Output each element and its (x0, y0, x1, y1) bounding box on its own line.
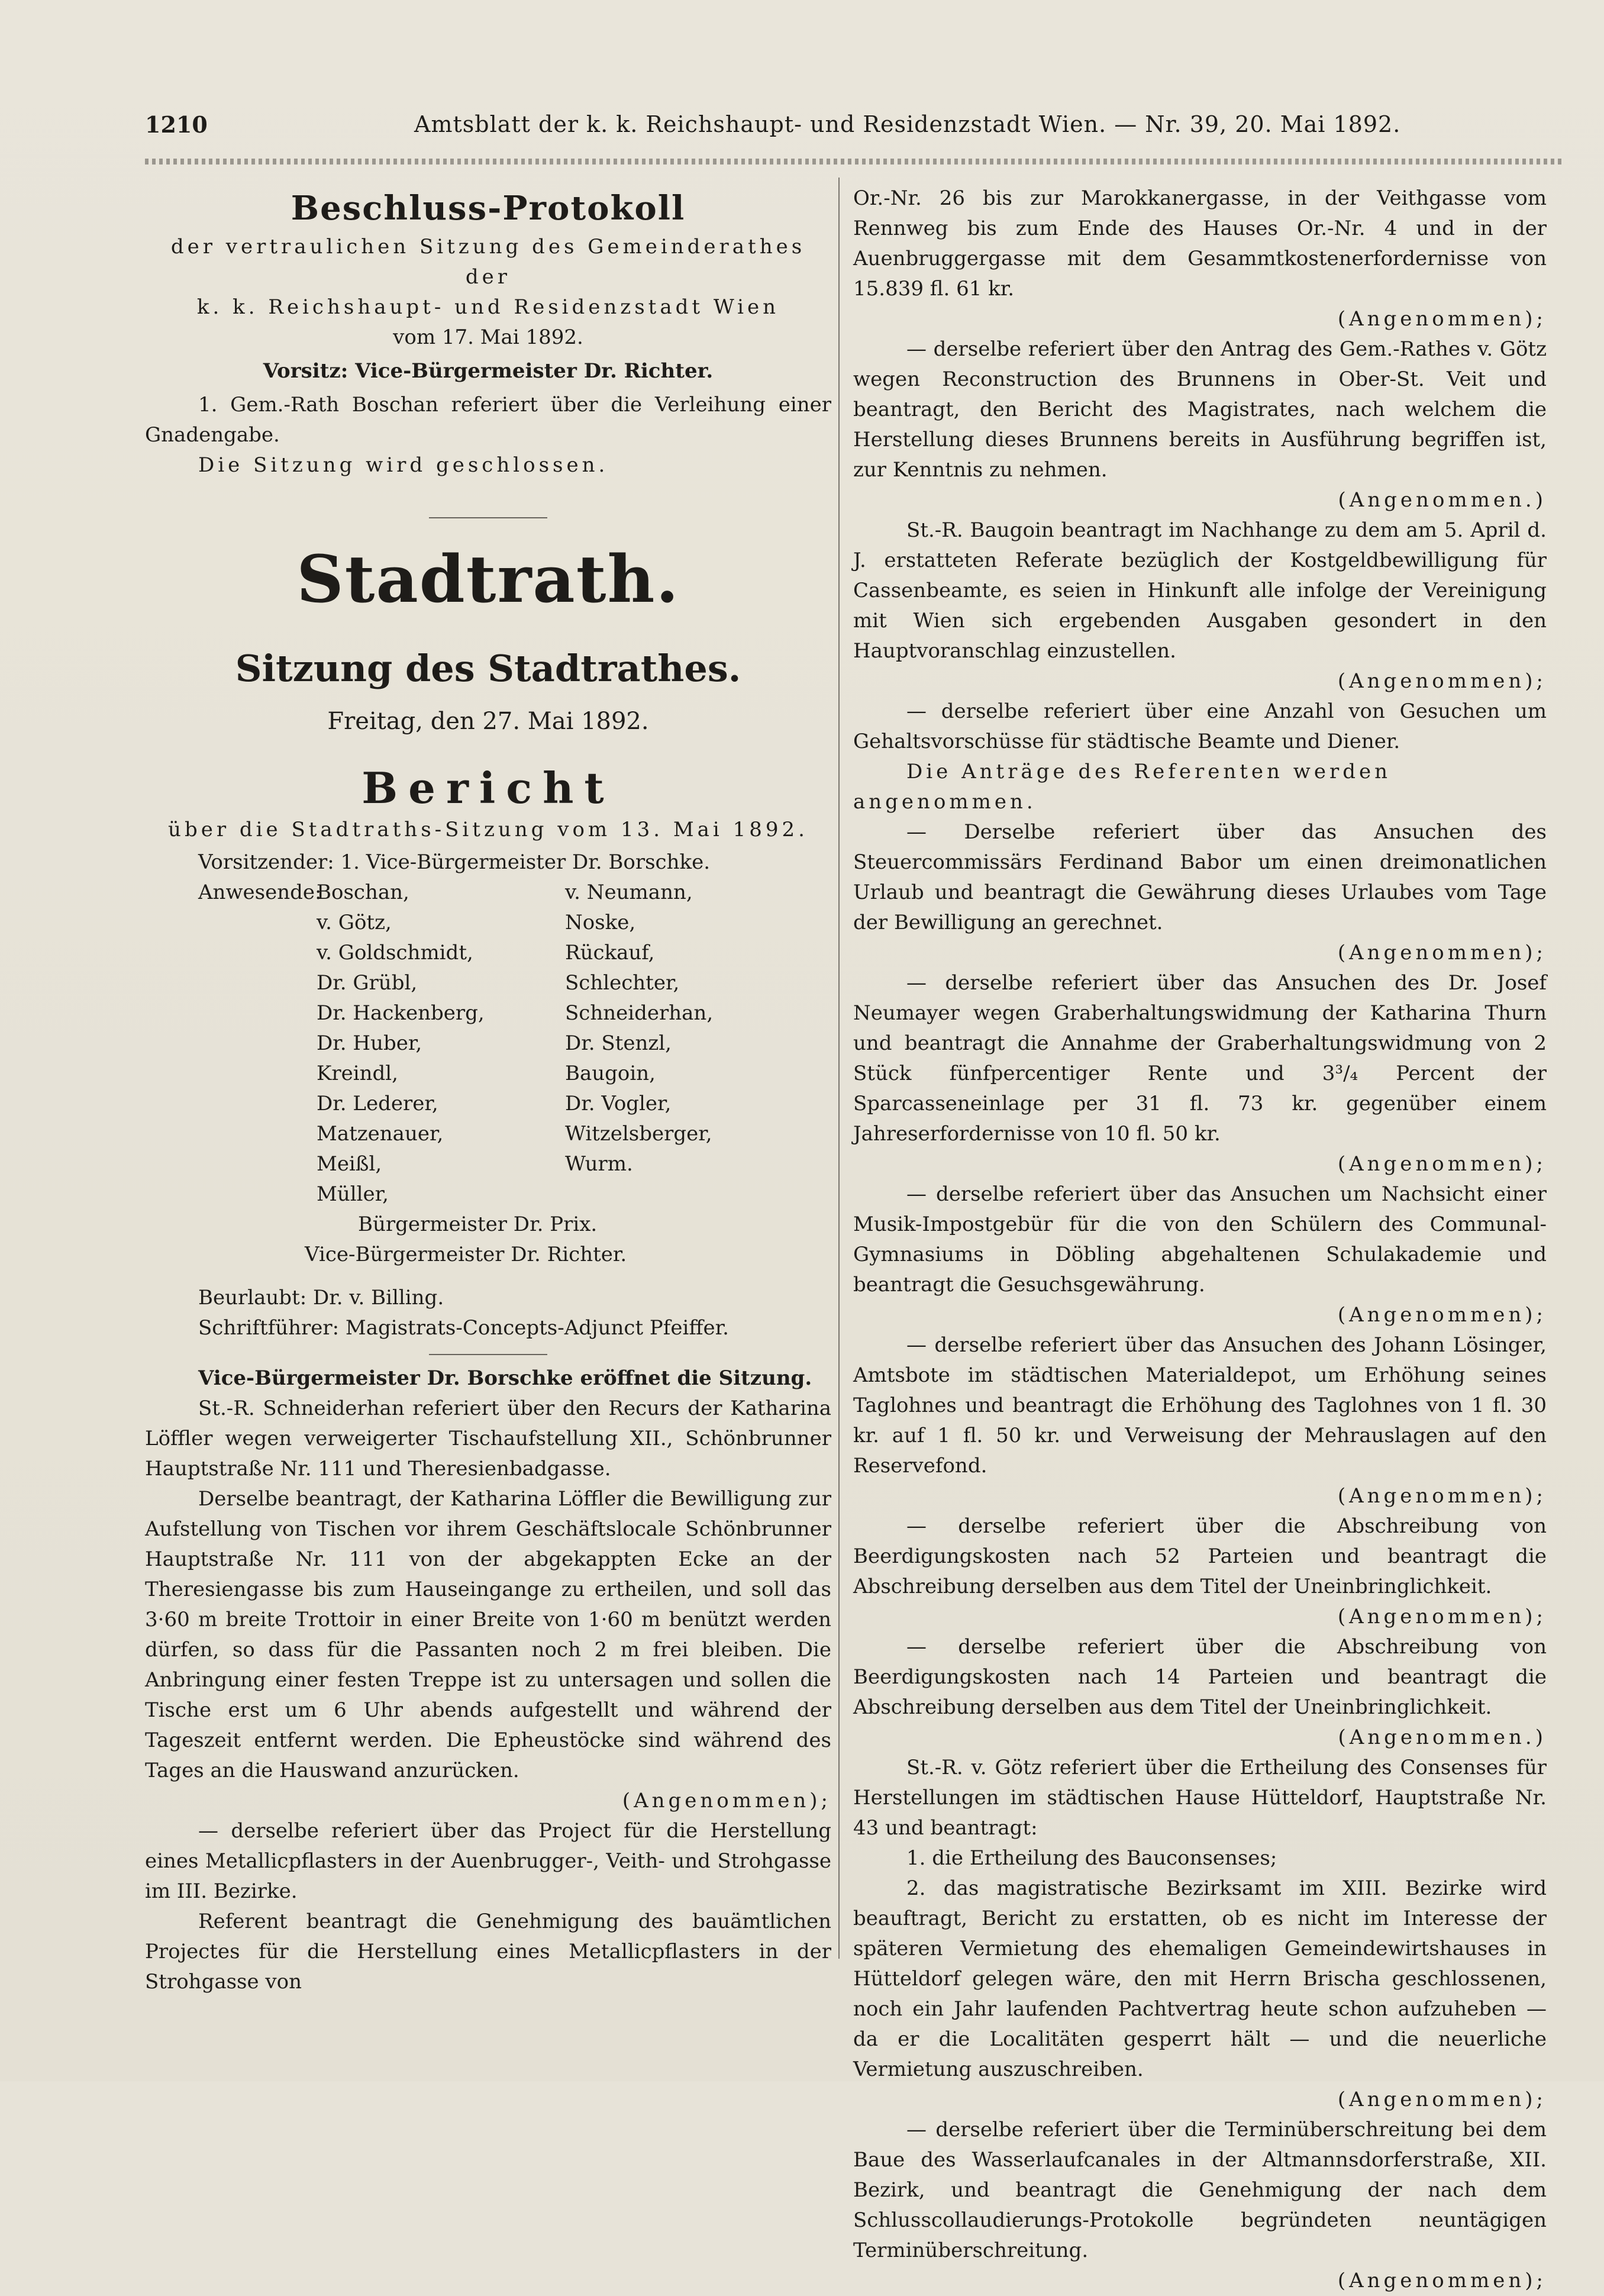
paragraph: Referent beantragt die Genehmigung des bauämtlichen Projectes für die Herstellung eines Metallicpflasters in der Strohgasse von (145, 1910, 831, 1994)
attendee: Schlechter, (565, 971, 680, 995)
vorsitzender: Vorsitzender: 1. Vice-Bürgermeister Dr. Borschke. (198, 850, 711, 874)
paragraph: — derselbe referiert über die Abschreibung von Beerdigungskosten nach 52 Parteien und beantragt die Abschreibung derselben aus dem Titel der Uneinbringlichkeit. (853, 1514, 1547, 1598)
attendees-col2 (565, 878, 825, 1210)
header-rule (145, 159, 1565, 165)
angenommen: (Angenommen); (1337, 307, 1547, 331)
angenommen: (Angenommen.) (1338, 488, 1547, 512)
paragraph: Or.-Nr. 26 bis zur Marokkanergasse, in der Veithgasse vom Rennweg bis zum Ende des Hauses Or.-Nr. 4 und in der Auenbruggergasse mit dem Gesammtkostenerfordernisse von 15.839 fl. 61 kr. (853, 186, 1547, 301)
attendee: Dr. Huber, (317, 1031, 422, 1055)
attendee: Meißl, (317, 1152, 382, 1176)
attendee: v. Götz, (317, 911, 392, 934)
sitzung-title: Sitzung des Stadtrathes. (235, 647, 741, 690)
schriftfuehrer: Schriftführer: Magistrats-Concepts-Adjunct Pfeiffer. (198, 1316, 729, 1340)
beschluss-closed: Die Sitzung wird geschlossen. (198, 453, 609, 477)
paragraph: — derselbe referiert über die Terminüberschreitung bei dem Baue des Wasserlaufcanales in der Altmannsdorferstraße, XII. Bezirk, und beantragt die Genehmigung der nach dem Schlusscollaudierungs-Protokolle begründeten neuntägigen Terminüberschreitung. (853, 2118, 1547, 2262)
vice-buergermeister: Vice-Bürgermeister Dr. Richter. (305, 1243, 627, 1266)
paragraph: — derselbe referiert über die Abschreibung von Beerdigungskosten nach 14 Parteien und beantragt die Abschreibung derselben aus dem Titel der Uneinbringlichkeit. (853, 1635, 1547, 1719)
angenommen: (Angenommen); (1337, 2269, 1547, 2292)
attendee: Matzenauer, (317, 1122, 444, 1146)
beschluss-vorsitz: Vorsitz: Vice-Bürgermeister Dr. Richter. (263, 359, 714, 383)
attendee: v. Neumann, (565, 881, 693, 904)
paragraph: — derselbe referiert über das Ansuchen um Nachsicht einer Musik-Impostgebür für die von den Schülern des Communal-Gymnasiums in Döbling abgehaltenen Schulakademie und beantragt die Gesuchsgewährung. (853, 1182, 1547, 1297)
attendee: Dr. Stenzl, (565, 1031, 672, 1055)
beschluss-line3: vom 17. Mai 1892. (393, 325, 583, 349)
angenommen: (Angenommen); (1337, 669, 1547, 693)
column-divider (838, 178, 840, 1959)
beschluss-title: Beschluss-Protokoll (291, 189, 686, 228)
attendee: v. Goldschmidt, (317, 941, 473, 965)
attendee: Wurm. (565, 1152, 633, 1176)
paragraph: — derselbe referiert über eine Anzahl von Gesuchen um Gehaltsvorschüsse für städtische Beamte und Diener. (853, 699, 1547, 753)
angenommen: (Angenommen); (1337, 941, 1547, 965)
bericht-subtitle: über die Stadtraths-Sitzung vom 13. Mai 1892. (168, 818, 808, 841)
paragraph: St.-R. Baugoin beantragt im Nachhange zu dem am 5. April d. J. erstatteten Referate bezüglich der Kostgeldbewilligung für Cassenbeamte, es seien in Hinkunft alle infolge der Vereinigung mit Wien sich ergebenden Ausgaben gesondert in den Hauptvoranschlag einzustellen. (853, 518, 1547, 663)
page-number: 1210 (145, 111, 208, 138)
attendee: Dr. Lederer, (317, 1092, 438, 1115)
angenommen: (Angenommen); (622, 1789, 831, 1813)
list-item: 1. die Ertheilung des Bauconsenses; (906, 1846, 1277, 1870)
angenommen: (Angenommen); (1337, 1605, 1547, 1629)
right-column (853, 183, 1547, 2296)
attendee: Kreindl, (317, 1062, 398, 1085)
attendee: Müller, (317, 1182, 389, 1206)
stadtrath-title: Stadtrath. (296, 541, 680, 617)
bericht-title: Bericht (362, 763, 615, 813)
paragraph: — Derselbe referiert über das Ansuchen des Steuercommissärs Ferdinand Babor um einen dreimonatlichen Urlaub und beantragt die Gewährung dieses Urlaubes vom Tage der Bewilligung an gerechnet. (853, 820, 1547, 934)
header-title: Amtsblatt der k. k. Reichshaupt- und Residenzstadt Wien. — Nr. 39, 20. Mai 1892. (414, 111, 1401, 137)
antraege-angenommen: Die Anträge des Referenten werden angenommen. (853, 760, 1391, 814)
opening-line: Vice-Bürgermeister Dr. Borschke eröffnet die Sitzung. (198, 1366, 812, 1390)
attendees-col1 (317, 878, 565, 1210)
angenommen: (Angenommen); (1337, 2088, 1547, 2111)
attendees (198, 878, 831, 1210)
sitzung-date: Freitag, den 27. Mai 1892. (327, 708, 649, 735)
attendee: Boschan, (317, 881, 409, 904)
paragraph: St.-R. v. Götz referiert über die Ertheilung des Consenses für Herstellungen im städtischen Hause Hütteldorf, Hauptstraße Nr. 43 und beantragt: (853, 1756, 1547, 1840)
section-rule (429, 517, 547, 518)
paragraph: — derselbe referiert über das Ansuchen des Johann Lösinger, Amtsbote im städtischen Materialdepot, um Erhöhung seines Taglohnes und beantragt die Erhöhung des Taglohnes von 1 fl. 30 kr. auf 1 fl. 50 kr. und Verweisung der Mehrauslagen auf den Reservefond. (853, 1333, 1547, 1478)
paragraph: — derselbe referiert über den Antrag des Gem.-Rathes v. Götz wegen Reconstruction des Brunnens in Ober-St. Veit und beantragt, den Bericht des Magistrates, nach welchem die Herstellung dieses Brunnens bereits in Ausführung begriffen ist, zur Kenntnis zu nehmen. (853, 337, 1547, 482)
angenommen: (Angenommen); (1337, 1303, 1547, 1327)
attendee: Witzelsberger, (565, 1122, 712, 1146)
beurlaubt: Beurlaubt: Dr. v. Billing. (198, 1286, 444, 1310)
left-column (145, 183, 831, 1997)
paragraph: Derselbe beantragt, der Katharina Löffler die Bewilligung zur Aufstellung von Tischen vor ihrem Geschäftslocale Schönbrunner Hauptstraße Nr. 111 von der abgekappten Ecke an der Theresiengasse bis zum Hauseingange zu ertheilen, und soll das 3·60 m breite Trottoir in einer Breite von 1·60 m benützt werden dürfen, so dass für die Passanten noch 2 m frei bleiben. Die Anbringung einer festen Treppe ist zu untersagen und sollen die Tische erst um 6 Uhr abends aufgestellt und während der Tageszeit entfernt werden. Die Epheustöcke sind während des Tages an die Hauswand anzurücken. (145, 1487, 831, 1782)
angenommen: (Angenommen); (1337, 1484, 1547, 1508)
attendee: Rückauf, (565, 941, 655, 965)
paragraph: St.-R. Schneiderhan referiert über den Recurs der Katharina Löffler wegen verweigerter Tischaufstellung XII., Schönbrunner Hauptstraße Nr. 111 und Theresienbadgasse. (145, 1397, 831, 1481)
angenommen: (Angenommen); (1337, 1152, 1547, 1176)
paragraph: — derselbe referiert über das Project für die Herstellung eines Metallicpflasters in der Auenbrugger-, Veith- und Strohgasse im III. Bezirke. (145, 1819, 831, 1903)
attendee: Dr. Hackenberg, (317, 1001, 485, 1025)
beschluss-line2: k. k. Reichshaupt- und Residenzstadt Wien (196, 295, 780, 319)
list-item: 2. das magistratische Bezirksamt im XIII. Bezirke wird beauftragt, Bericht zu erstatten, ob es nicht im Interesse der späteren Vermietung des ehemaligen Gemeindewirtshauses in Hütteldorf gelegen wäre, den mit Herrn Brischa geschlossenen, noch ein Jahr laufenden Pachtvertrag heute schon aufzuheben — da er die Localitäten gesperrt hält — und die neuerliche Vermietung auszuschreiben. (853, 1876, 1547, 2081)
attendee: Noske, (565, 911, 636, 934)
paragraph: — derselbe referiert über das Ansuchen des Dr. Josef Neumayer wegen Graberhaltungswidmung der Katharina Thurn und beantragt die Annahme der Graberhaltungswidmung von 2 Stück fünfpercentiger Rente und 3³/₄ Percent der Sparcasseneinlage per 31 fl. 73 kr. gegenüber einem Jahreserfordernisse von 10 fl. 50 kr. (853, 971, 1547, 1146)
beschluss-item1: 1. Gem.-Rath Boschan referiert über die Verleihung einer Gnadengabe. (145, 393, 831, 447)
attendee: Schneiderhan, (565, 1001, 714, 1025)
attendee: Dr. Vogler, (565, 1092, 672, 1115)
buergermeister: Bürgermeister Dr. Prix. (358, 1213, 598, 1236)
attendee: Baugoin, (565, 1062, 656, 1085)
anwesende-label: Anwesende: (198, 881, 322, 904)
page-header (145, 111, 1565, 147)
section-rule (429, 1354, 547, 1355)
angenommen: (Angenommen.) (1338, 1726, 1547, 1749)
attendee: Dr. Grübl, (317, 971, 418, 995)
beschluss-line1: der vertraulichen Sitzung des Gemeinderathes der (170, 235, 806, 289)
